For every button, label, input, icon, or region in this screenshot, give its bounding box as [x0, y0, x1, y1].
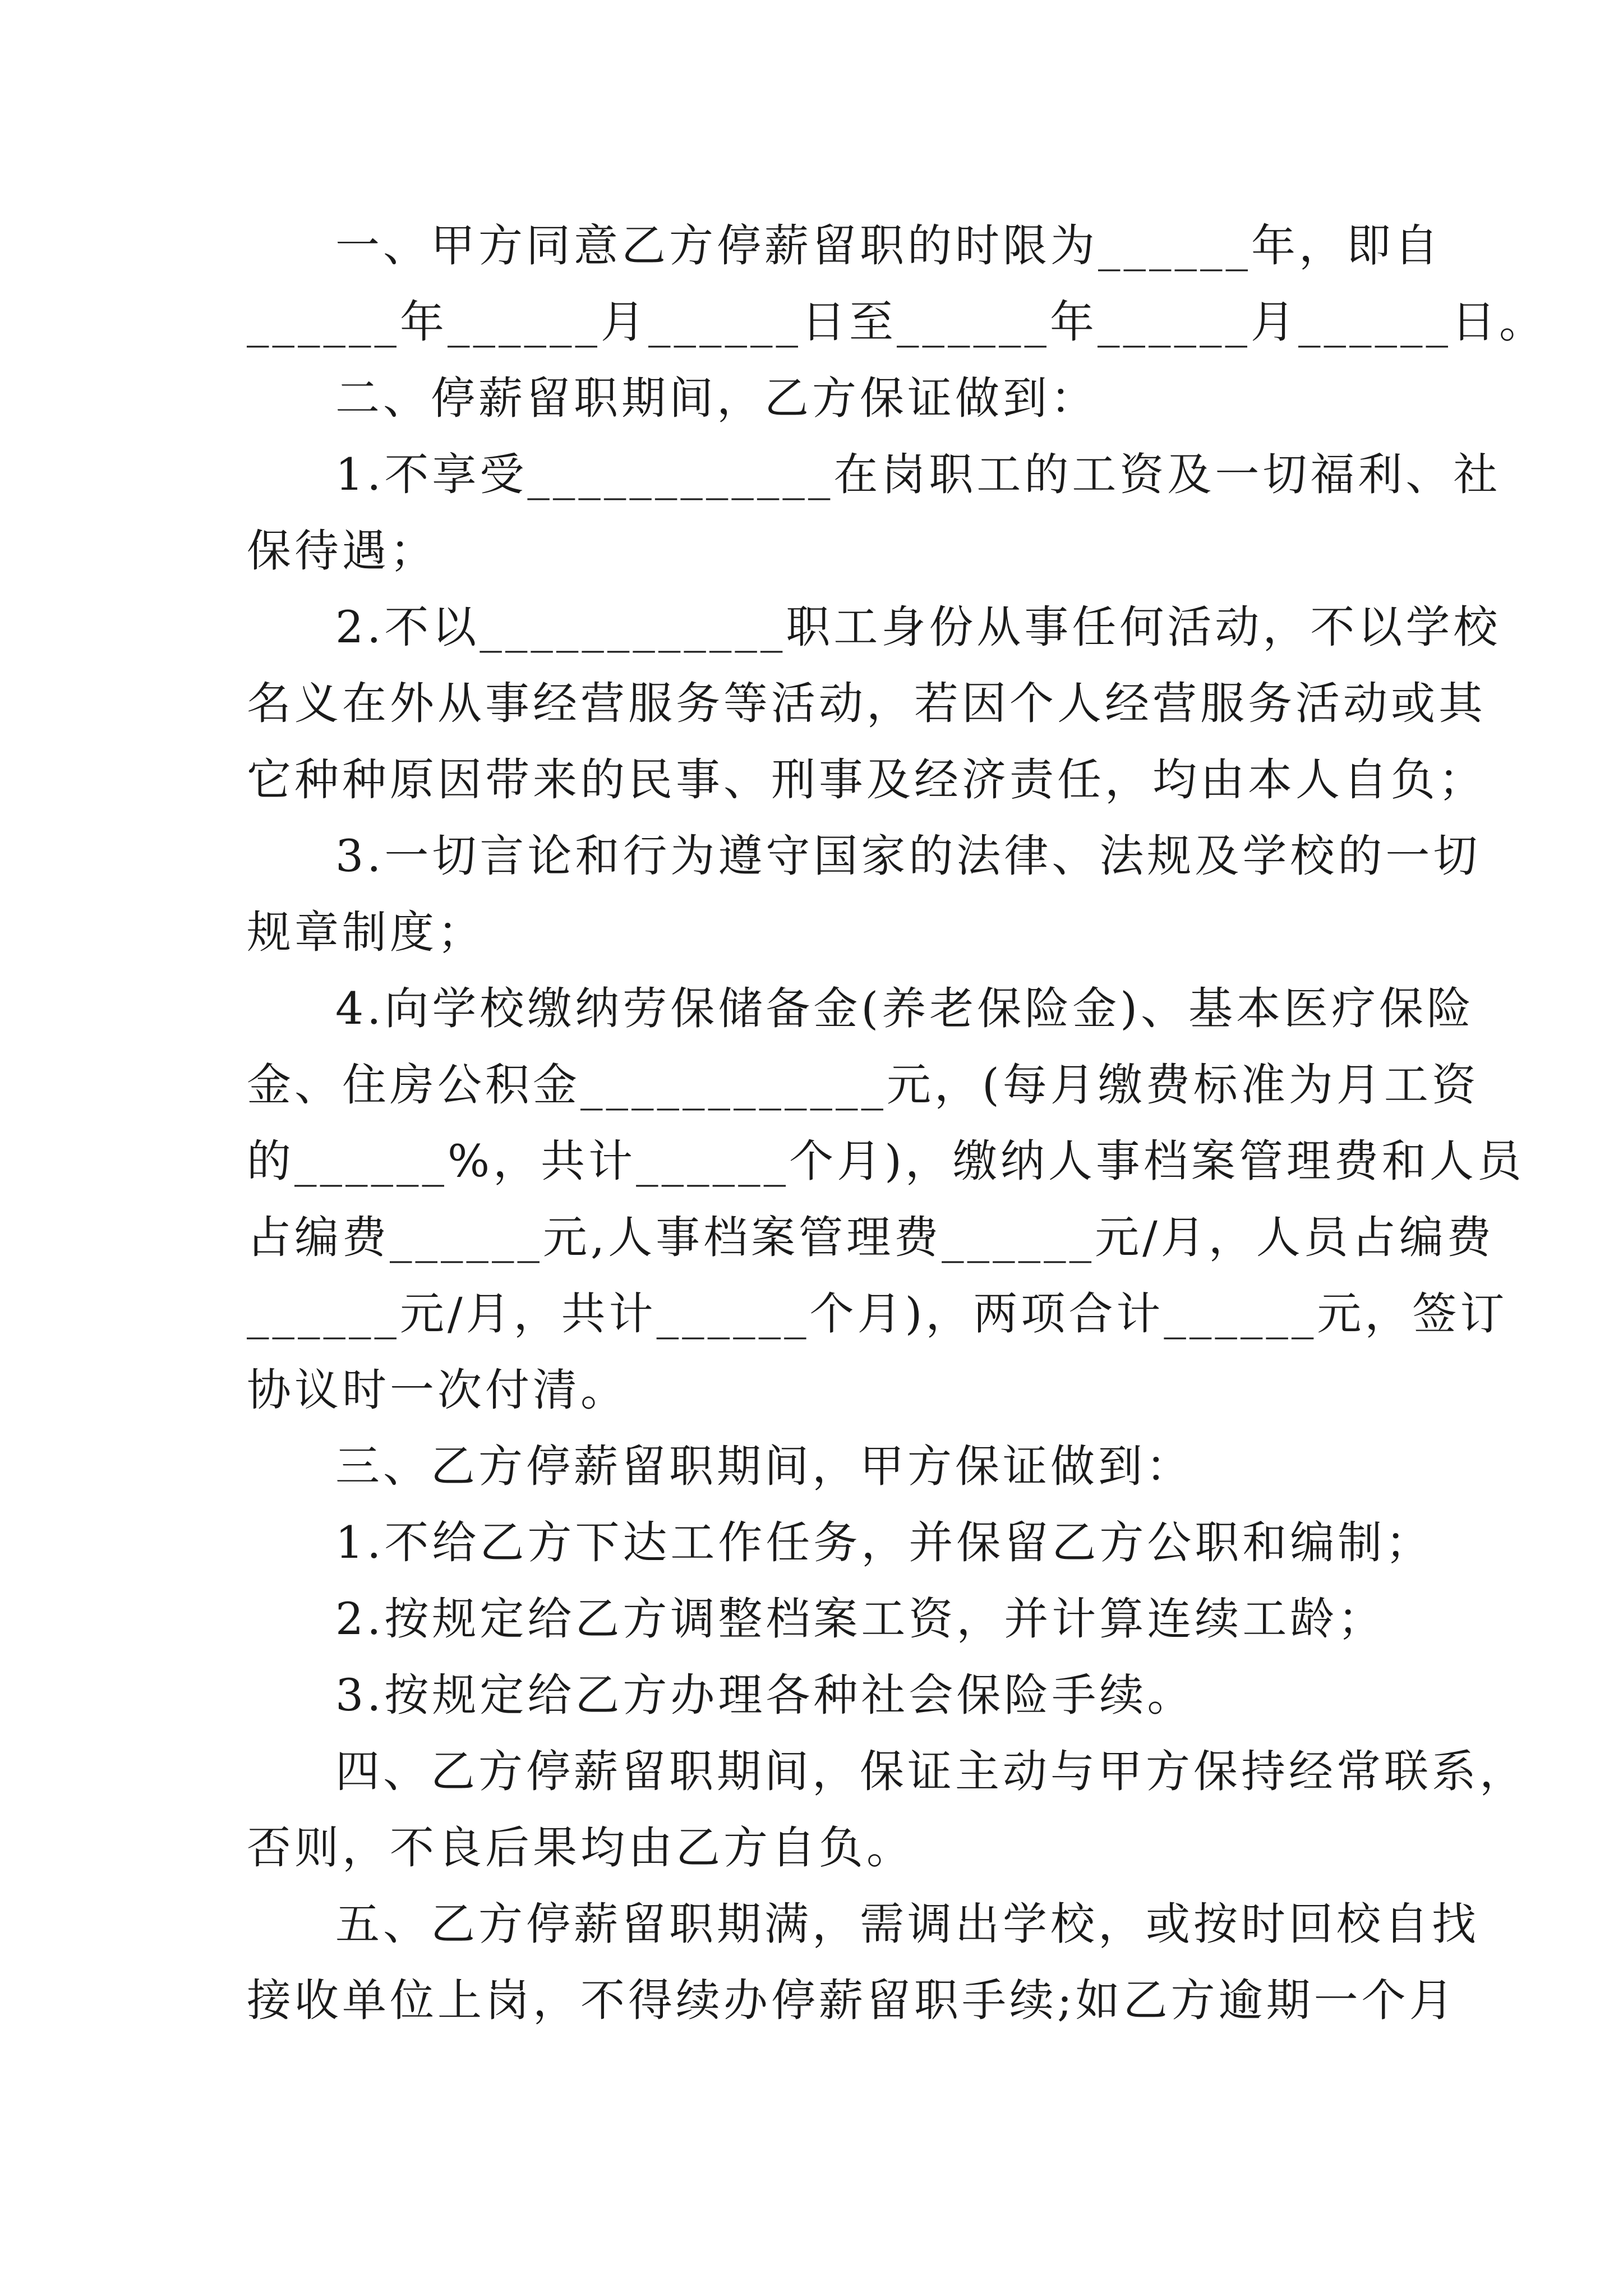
text-line: 2.不以____________职工身份从事任何活动，不以学校	[335, 601, 1501, 653]
text-line: 它种种原因带来的民事、刑事及经济责任，均由本人自负；	[247, 754, 1486, 806]
section-heading: 二、停薪留职期间，乙方保证做到：	[335, 372, 1098, 424]
text-line: 1.不给乙方下达工作任务，并保留乙方公职和编制；	[335, 1517, 1433, 1568]
text-line: 规章制度；	[247, 907, 485, 958]
text-line: 占编费______元,人事档案管理费______元/月，人员占编费	[247, 1212, 1495, 1263]
text-line: 1.不享受____________在岗职工的工资及一切福利、社	[335, 449, 1501, 500]
text-line: 否则，不良后果均由乙方自负。	[247, 1822, 914, 1874]
text-line: 一、甲方同意乙方停薪留职的时限为______年，即自	[335, 220, 1442, 272]
text-line: 的______%，共计______个月)，缴纳人事档案管理费和人员	[247, 1135, 1525, 1187]
section-heading: 三、乙方停薪留职期间，甲方保证做到：	[335, 1441, 1193, 1492]
text-line: 3.按规定给乙方办理各种社会保险手续。	[335, 1669, 1195, 1721]
section-heading: 四、乙方停薪留职期间，保证主动与甲方保持经常联系，	[335, 1746, 1527, 1797]
text-line: ______元/月，共计______个月)，两项合计______元，签订	[247, 1288, 1508, 1340]
section-heading: 五、乙方停薪留职期满，需调出学校，或按时回校自找	[335, 1898, 1479, 1950]
text-line: 4.向学校缴纳劳保储备金(养老保险金)、基本医疗保险	[335, 983, 1475, 1034]
text-line: 接收单位上岗，不得续办停薪留职手续;如乙方逾期一个月	[247, 1975, 1457, 2026]
text-line: ______年______月______日至______年______月______日。	[247, 296, 1547, 348]
text-line: 协议时一次付清。	[247, 1364, 628, 1416]
text-line: 2.按规定给乙方调整档案工资，并计算连续工龄；	[335, 1593, 1386, 1645]
text-line: 3.一切言论和行为遵守国家的法律、法规及学校的一切	[335, 830, 1481, 882]
document-body	[247, 208, 1547, 2039]
text-line: 保待遇；	[247, 525, 437, 577]
text-line: 名义在外从事经营服务等活动，若因个人经营服务活动或其	[247, 678, 1486, 729]
text-line: 金、住房公积金____________元，(每月缴费标准为月工资	[247, 1059, 1479, 1111]
